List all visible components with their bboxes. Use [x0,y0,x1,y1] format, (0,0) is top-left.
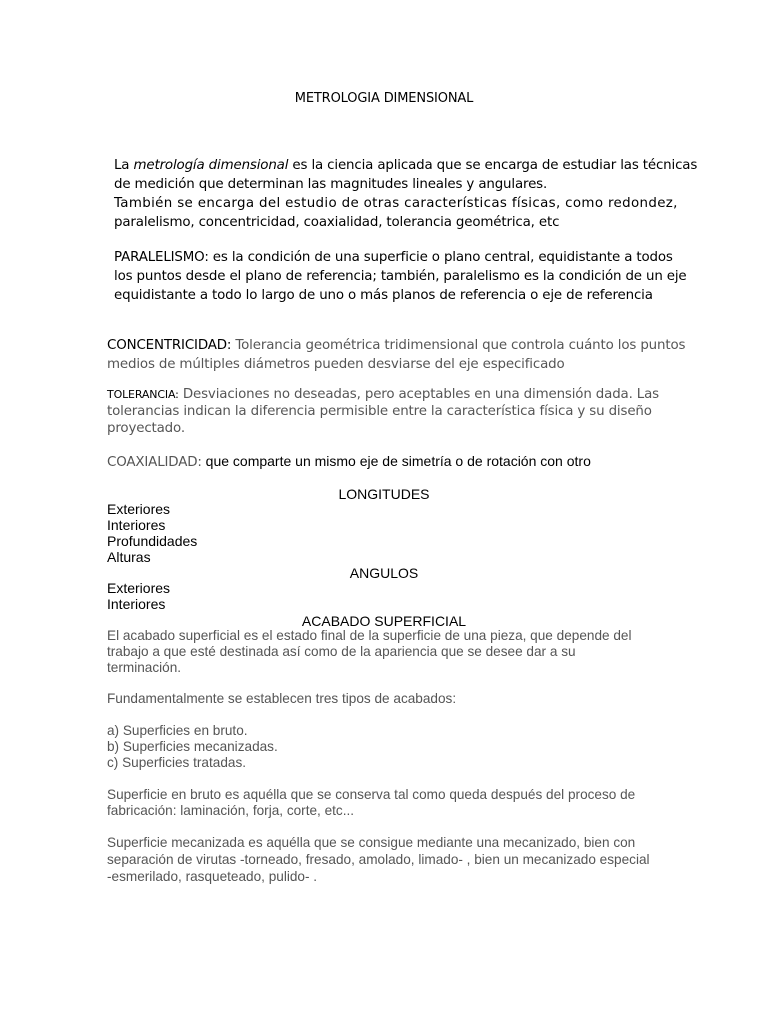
list-item: Profundidades [107,533,198,549]
list-item: Exteriores [107,501,171,517]
term-metrologia: metrología dimensional [133,158,289,173]
angulos-list [107,580,170,612]
acabado-paragraph-2: Fundamentalmente se establecen tres tipos de acabados: [107,691,457,706]
coaxialidad-label: COAXIALIDAD: [107,455,202,470]
tolerancia-label: TOLERANCIA: [107,388,179,401]
acabado-paragraph-4: Superficie mecanizada es aquélla que se consigue mediante una mecanizado, bien con separación de virutas -torneado, fresado, amolado, limado- , bien un mecanizado especial -esmerilado, rasqueteado, pulido- . [107,835,650,884]
acabado-types-list [107,723,278,771]
acabado-heading: ACABADO SUPERFICIAL [301,613,467,629]
concentricidad-label: CONCENTRICIDAD: [107,338,232,353]
list-item: Interiores [107,517,166,533]
paralelismo-label: PARALELISMO: [114,250,209,265]
angulos-heading: ANGULOS [349,565,419,581]
coaxialidad-paragraph: COAXIALIDAD: que comparte un mismo eje de simetría o de rotación con otro [107,453,591,470]
longitudes-heading: LONGITUDES [338,486,430,502]
paralelismo-paragraph: PARALELISMO: es la condición de una superficie o plano central, equidistante a todos los puntos desde el plano de referencia; también, paralelismo es la condición de un eje equidistante a todo lo largo de uno o más planos de referencia o eje de referencia [114,250,687,303]
list-item: Interiores [107,596,166,612]
list-item: c) Superficies tratadas. [107,755,247,770]
acabado-paragraph-1: El acabado superficial es el estado final de la superficie de una pieza, que depende del trabajo a que esté destinada así como de la apariencia que se desee dar a su terminación. [107,628,632,675]
list-item: b) Superficies mecanizadas. [107,739,278,754]
concentricidad-paragraph: CONCENTRICIDAD: Tolerancia geométrica tridimensional que controla cuánto los puntos medios de múltiples diámetros pueden desviarse del eje especificado [107,338,686,372]
list-item: a) Superficies en bruto. [107,723,248,738]
list-item: Alturas [107,549,151,565]
tolerancia-paragraph: TOLERANCIA: Desviaciones no deseadas, pero aceptables en una dimensión dada. Las tolerancias indican la diferencia permisible entre la característica física y su diseño proyectado. [107,387,659,436]
list-item: Exteriores [107,580,171,596]
intro-paragraph: La metrología dimensional es la ciencia aplicada que se encarga de estudiar las técnicas de medición que determinan las magnitudes lineales y angulares. También se encarga del estudio de otras características físicas, como redondez, paralelismo, concentricidad, coaxialidad, tolerancia geométrica, etc [114,158,698,230]
acabado-paragraph-3: Superficie en bruto es aquélla que se conserva tal como queda después del proceso de fabricación: laminación, forja, corte, etc... [107,787,636,818]
page-title: METROLOGIA DIMENSIONAL [294,91,474,106]
longitudes-list [107,501,197,565]
